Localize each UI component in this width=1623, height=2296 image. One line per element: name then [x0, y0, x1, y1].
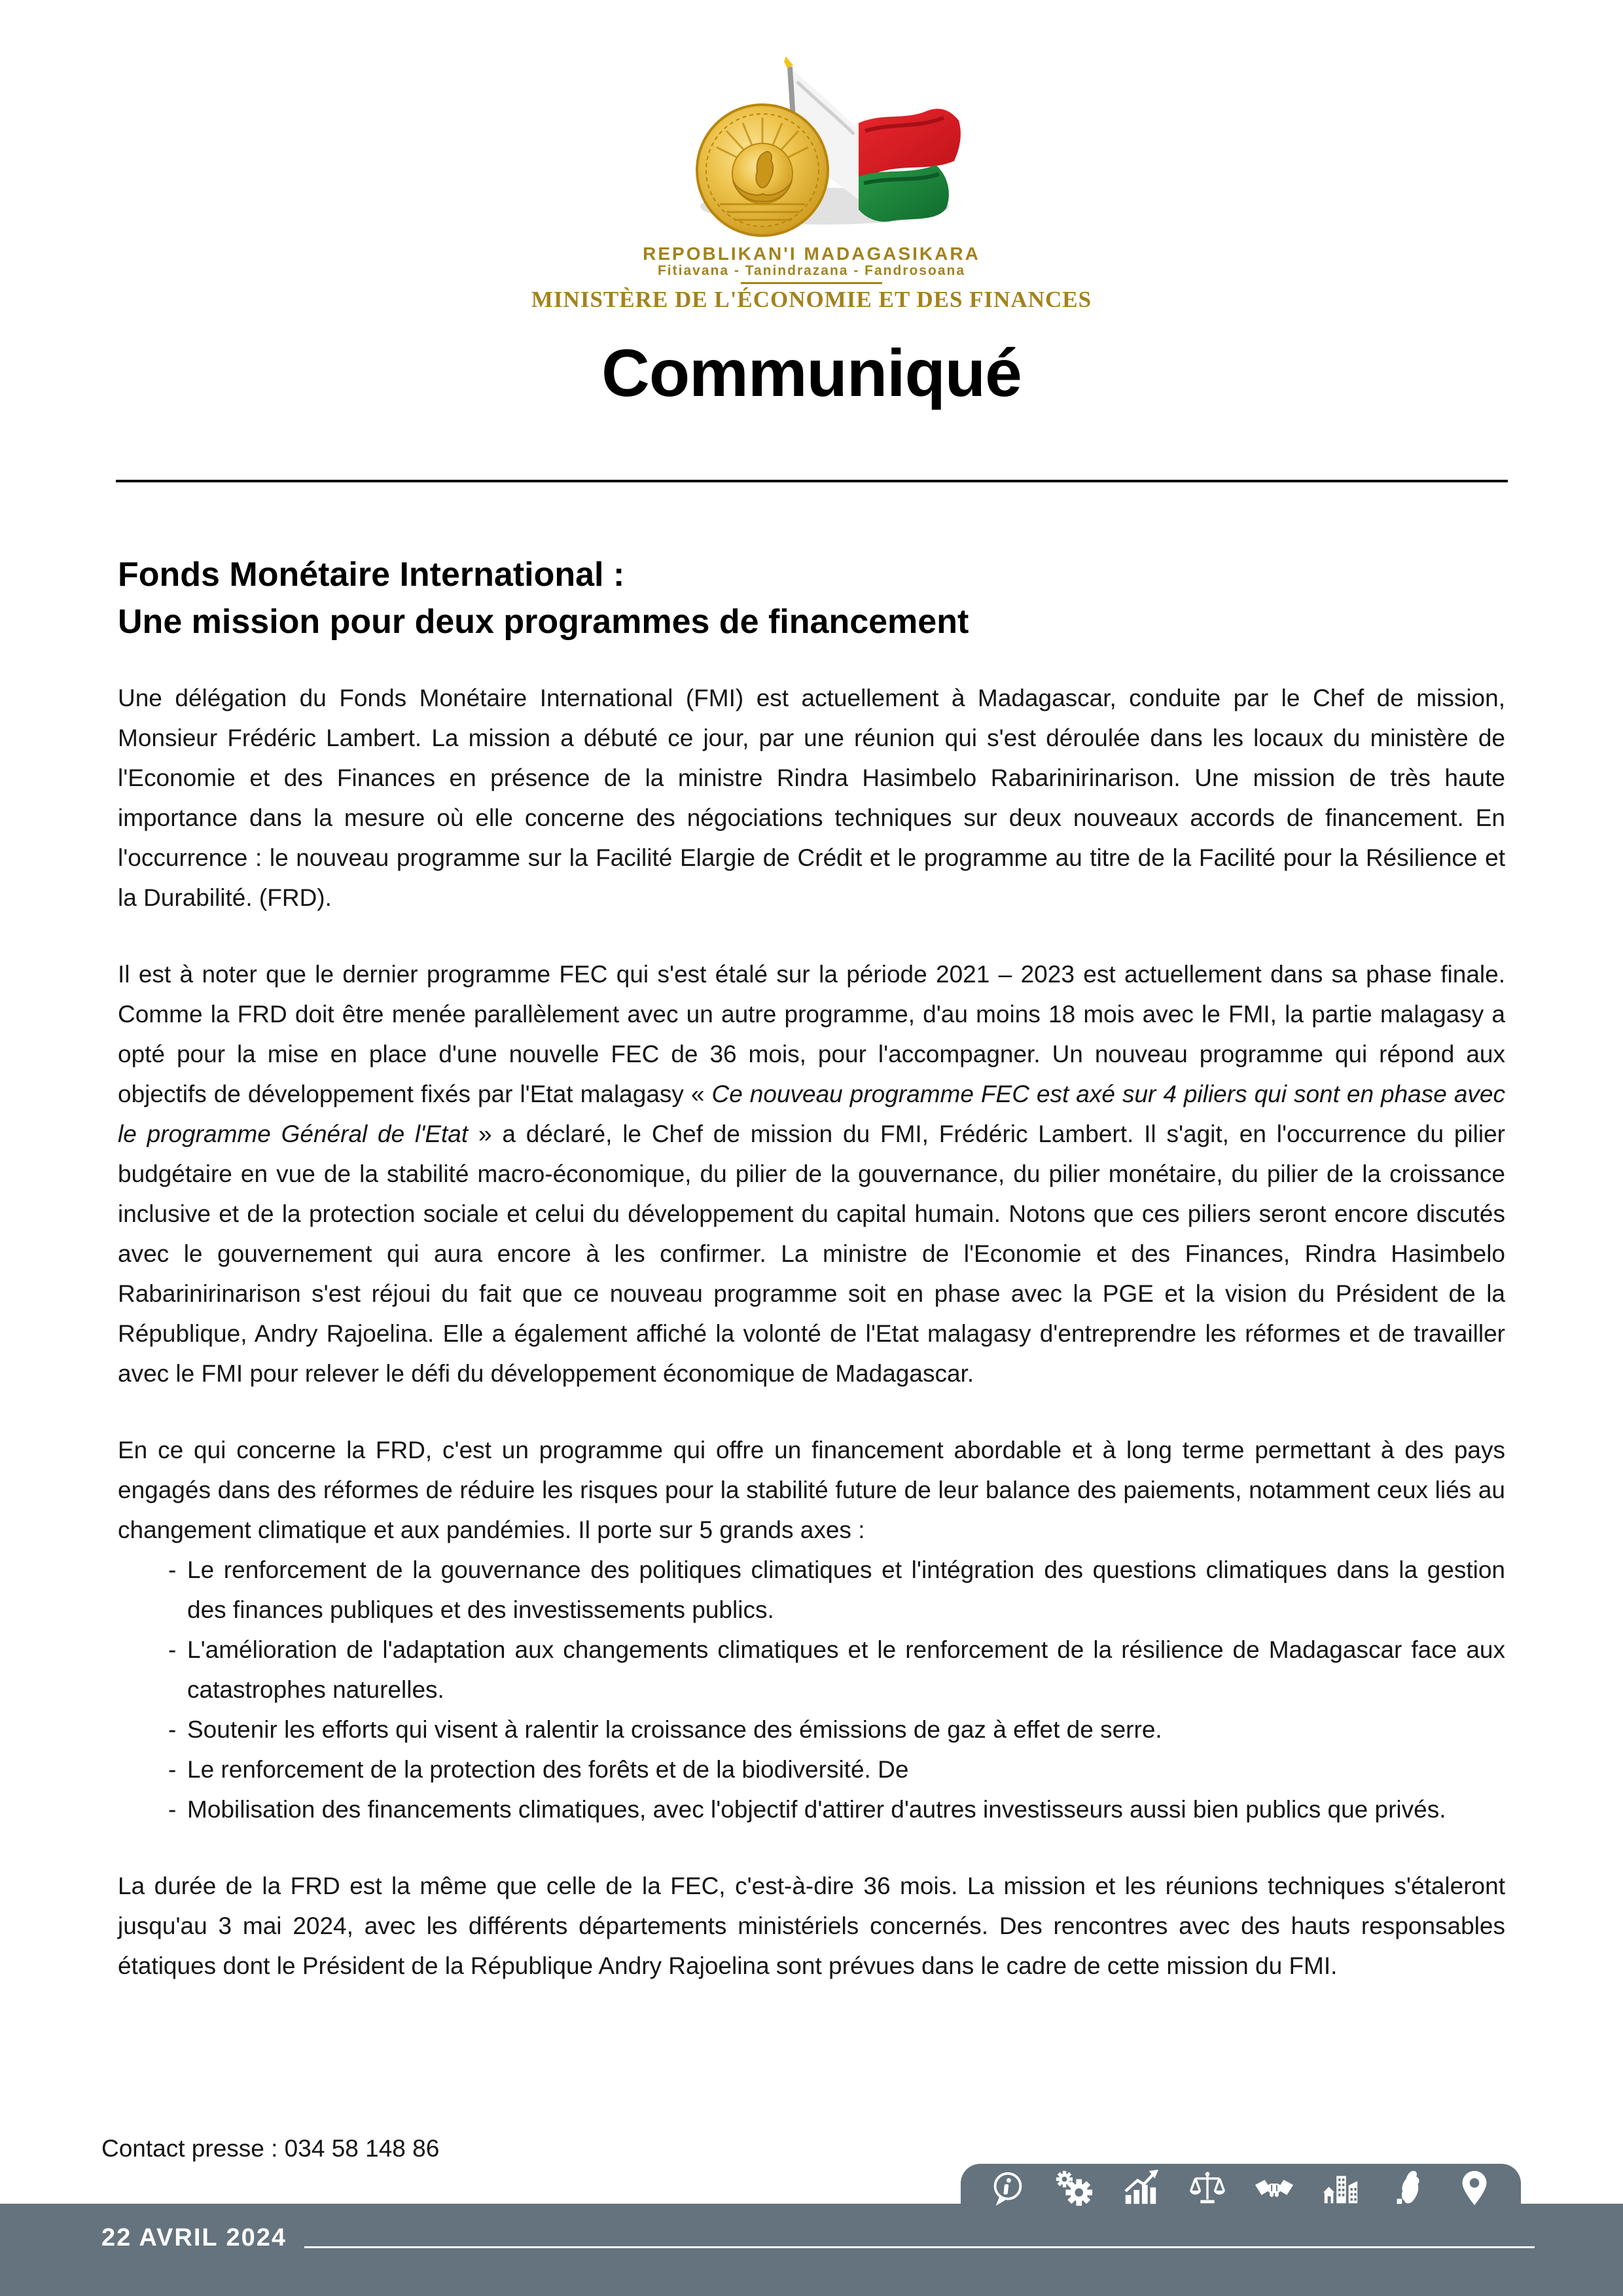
madagascar-seal-flag-graphic [628, 52, 995, 242]
bullet-text: L'amélioration de l'adaptation aux changements climatiques et le renforcement de la résilience de Madagascar face aux catastrophes naturelles. [187, 1636, 1505, 1703]
press-contact: Contact presse : 034 58 148 86 [101, 2135, 440, 2162]
ministry-logo [0, 52, 1623, 245]
bullet-dash: - [168, 1756, 177, 1783]
bullet-text: Soutenir les efforts qui visent à ralentir la croissance des émissions de gaz à effet de serre. [187, 1716, 1162, 1743]
bullet-text: Le renforcement de la gouvernance des politiques climatiques et l'intégration des questions climatiques dans la gestion des finances publiques et des investissements publics. [187, 1556, 1505, 1623]
bullet-text: Le renforcement de la protection des forêts et de la biodiversité. De [187, 1756, 909, 1783]
handshake-icon [1254, 2168, 1294, 2209]
footer-date: 22 AVRIL 2024 [101, 2224, 287, 2251]
list-item [118, 1630, 1505, 1710]
paragraph-3: En ce qui concerne la FRD, c'est un programme qui offre un financement abordable et à long terme permettant à des pays engagés dans des réformes de réduire les risques pour la stabilité future de leur balance des paiements, notamment ceux liés au changement climatique et aux pandémies. Il porte sur 5 grands axes : [118, 1437, 1505, 1543]
bullet-dash: - [168, 1716, 177, 1743]
bar-chart-icon [1120, 2168, 1161, 2209]
bullet-dash: - [168, 1636, 177, 1663]
paragraph-2-tail: » a déclaré, le Chef de mission du FMI, Frédéric Lambert. Il s'agit, en l'occurrence du pilier budgétaire en vue de la stabilité macro-économique, du pilier de la gouvernance, du pilier monétaire, du pilier de la croissance inclusive et de la protection sociale et celui du développement du capital humain. Notons que ces piliers seront encore discutés avec le gouvernement qui aura encore à les confirmer. La ministre de l'Economie et des Finances, Rindra Hasimbelo Rabarinirinarison s'est réjoui du fait que ce nouveau programme soit en phase avec la PGE et la vision du Président de la République, Andry Rajoelina. Elle a également affiché la volonté de l'Etat malagasy d'entreprendre les réformes et de travailler avec le FMI pour relever le défi du développement économique de Madagascar. [118, 1121, 1505, 1387]
heading-line-2: Une mission pour deux programmes de financement [118, 603, 969, 641]
list-item [118, 1749, 1505, 1789]
bullet-text: Mobilisation des financements climatiques, avec l'objectif d'attirer d'autres investisseurs aussi bien publics que privés. [187, 1796, 1446, 1823]
republic-name: REPOBLIKAN'I MADAGASIKARA [643, 243, 980, 264]
document-title: Communiqué [601, 336, 1022, 410]
paragraph-2-lead: Il est à noter que le dernier programme FEC qui s'est étalé sur la période 2021 – 2023 est actuellement dans sa phase finale. Comme la FRD doit être menée parallèlement avec un autre programme, d'au moins 18 mois avec le FMI, la partie malagasy a opté pour la mise en place d'une nouvelle FEC de 36 mois, pour l'accompagner. Un nouveau programme qui répond aux objectifs de développement fixés par l'Etat malagasy « [118, 961, 1505, 1107]
list-item [118, 1710, 1505, 1749]
buildings-icon [1321, 2168, 1361, 2209]
article-heading [118, 551, 1505, 645]
document-body [118, 551, 1505, 2022]
gears-icon [1054, 2168, 1094, 2209]
paragraph-2-quote: Ce nouveau programme FEC est axé sur 4 piliers qui sont en phase avec le programme Général de l'Etat [118, 1081, 1505, 1147]
frd-axes-list [118, 1550, 1505, 1829]
bullet-dash: - [168, 1556, 177, 1583]
flag-red-band [859, 109, 961, 178]
info-icon [987, 2168, 1027, 2209]
madagascar-map-icon [1387, 2168, 1428, 2209]
flame-finial [784, 56, 793, 68]
motto-underline [741, 282, 882, 284]
paragraph-4: La durée de la FRD est la même que celle de la FEC, c'est-à-dire 36 mois. La mission et les réunions techniques s'étaleront jusqu'au 3 mai 2024, avec les différents départements ministériels concernés. Des rencontres avec des hauts responsables étatiques dont le Président de la République Andry Rajoelina sont prévues dans le cadre de cette mission du FMI. [118, 1873, 1505, 1979]
paragraph-1: Une délégation du Fonds Monétaire International (FMI) est actuellement à Madagascar, conduite par le Chef de mission, Monsieur Frédéric Lambert. La mission a débuté ce jour, par une réunion qui s'est déroulée dans les locaux du ministère de l'Economie et des Finances en présence de la ministre Rindra Hasimbelo Rabarinirinarison. Une mission de très haute importance dans la mesure où elle concerne des négociations techniques sur deux nouveaux accords de financement. En l'occurrence : le nouveau programme sur la Facilité Elargie de Crédit et le programme au titre de la Facilité pour la Résilience et la Durabilité. (FRD). [118, 685, 1505, 911]
scales-icon [1187, 2168, 1228, 2209]
list-item [118, 1789, 1505, 1829]
footer-divider-line [304, 2246, 1535, 2248]
location-pin-icon [1454, 2168, 1495, 2209]
ministry-name: MINISTÈRE DE L'ÉCONOMIE ET DES FINANCES [531, 287, 1092, 312]
national-motto: Fitiavana - Tanindrazana - Fandrosoana [657, 263, 966, 278]
list-item [118, 1550, 1505, 1630]
heading-line-1: Fonds Monétaire International : [118, 556, 625, 594]
bullet-dash: - [168, 1796, 177, 1823]
paragraph-2 [118, 954, 1505, 1393]
title-divider [116, 480, 1508, 482]
footer-icon-row [961, 2168, 1521, 2210]
